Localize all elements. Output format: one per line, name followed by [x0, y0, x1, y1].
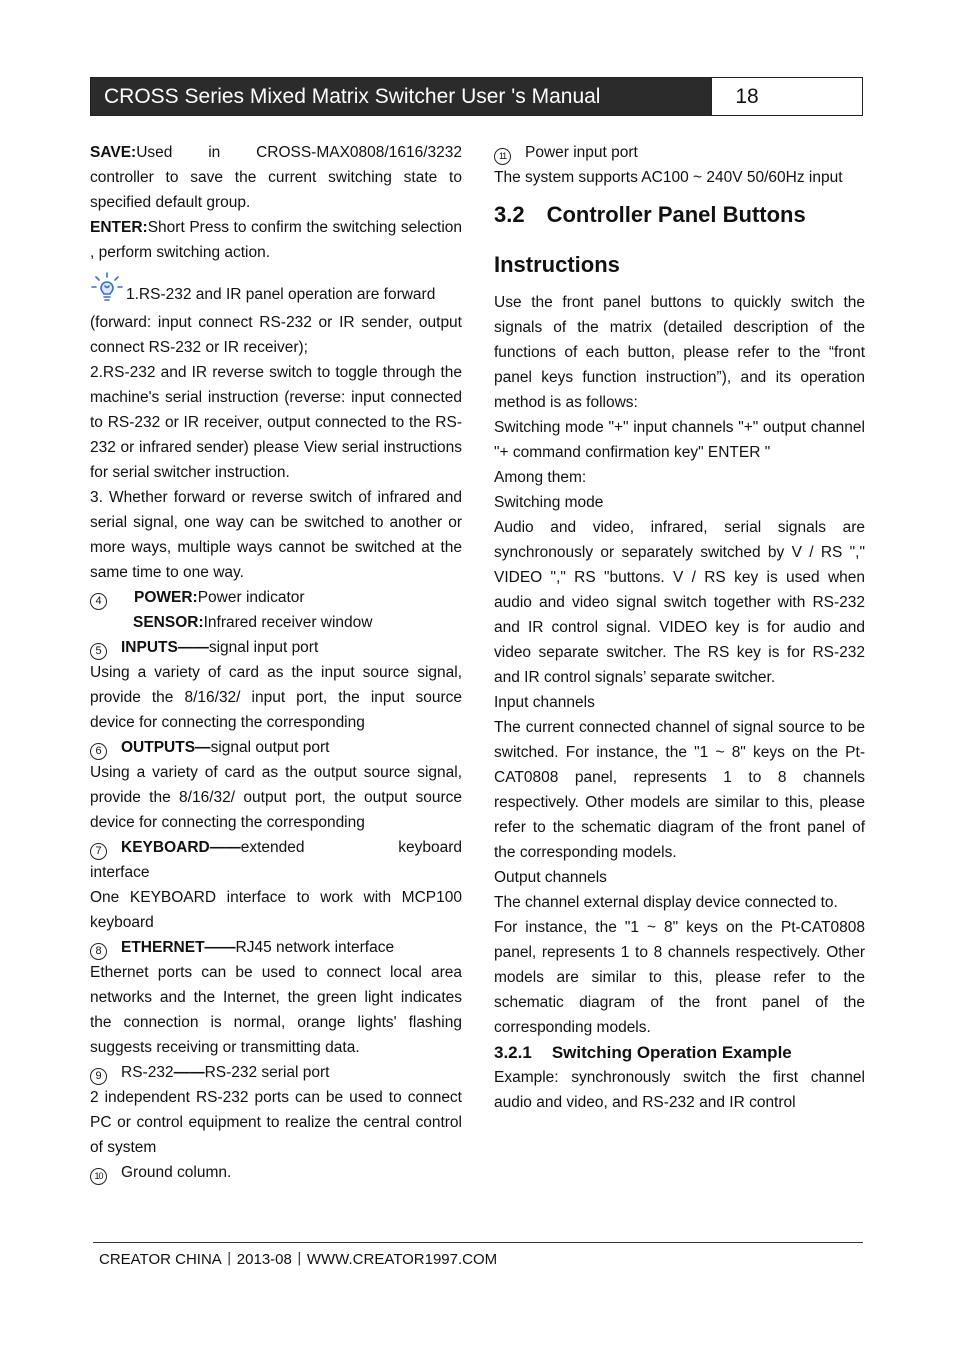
power-text: Power indicator: [197, 589, 305, 606]
circled-number-7: 7: [90, 843, 107, 860]
section-heading: [494, 190, 865, 240]
right-column: [494, 140, 865, 1115]
save-paragraph: [90, 140, 462, 215]
circled-number-6: 6: [90, 743, 107, 760]
item-ethernet: [90, 935, 462, 960]
output-text-2: For instance, the "1 ~ 8" keys on the Pt-CAT0808 panel, represents 1 to 8 channels respectively. Other models are similar to this, please refer to the schematic diagram of the front panel of the corresponding models.: [494, 919, 865, 1036]
inputs-desc: Using a variety of card as the input source signal, provide the 8/16/32/ input port, the input source device for connecting the corresponding: [90, 664, 462, 731]
circled-number-5: 5: [90, 643, 107, 660]
lightbulb-tip-icon: [90, 271, 124, 305]
item-inputs: [90, 635, 462, 660]
rs232-label-dash: ——: [173, 1064, 205, 1081]
item-outputs: [90, 735, 462, 760]
item-sensor: [90, 610, 462, 635]
ground-text: Ground column.: [121, 1164, 232, 1181]
item-rs232: [90, 1060, 462, 1085]
input-text: The current connected channel of signal source to be switched. For instance, the "1 ~ 8" keys on the Pt-CAT0808 panel, represents 1 to 8 channels respectively. Other models are similar to this, please refer to the schematic diagram of the front panel of the corresponding models.: [494, 719, 865, 861]
item-power-input: [494, 140, 865, 165]
keyboard-label: KEYBOARD——: [121, 839, 241, 856]
intro-text: Use the front panel buttons to quickly switch the signals of the matrix (detailed description of the functions of each button, please refer to the “front panel keys function instruction”), and its operation method is as follows:: [494, 294, 865, 411]
rs232-desc: 2 independent RS-232 ports can be used to connect PC or control equipment to realize the central control of system: [90, 1089, 462, 1156]
subsection-number: 3.2.1: [494, 1043, 532, 1062]
footer-divider: [93, 1242, 863, 1243]
ethernet-desc: Ethernet ports can be used to connect local area networks and the Internet, the green light indicates the connection is normal, orange lights' flashing suggests receiving or transmitting data.: [90, 964, 462, 1056]
inputs-text: signal input port: [208, 639, 319, 656]
power-label: POWER:: [134, 589, 198, 606]
circled-number-8: 8: [90, 943, 107, 960]
item-keyboard: [90, 835, 462, 885]
left-column: [90, 140, 462, 1185]
circled-number-9: 9: [90, 1068, 107, 1085]
outputs-desc: Using a variety of card as the output source signal, provide the 8/16/32/ output port, the output source device for connecting the corresponding: [90, 764, 462, 831]
page-number: 18: [711, 78, 862, 115]
manual-title: CROSS Series Mixed Matrix Switcher User 's Manual: [91, 78, 711, 115]
outputs-text: signal output port: [210, 739, 330, 756]
inputs-label: INPUTS——: [121, 639, 209, 656]
example-text: Example: synchronously switch the first channel audio and video, and RS-232 and IR control: [494, 1069, 865, 1111]
mode-title: Switching mode: [494, 494, 604, 511]
input-title: Input channels: [494, 694, 595, 711]
section-title-line2: Instructions: [494, 252, 620, 277]
item-ground: [90, 1160, 462, 1185]
outputs-label: OUTPUTS—: [121, 739, 211, 756]
mode-text: Audio and video, infrared, serial signals are synchronously or separately switched by V / RS "," VIDEO "," RS "buttons. V / RS key is used when audio and video signal switch together with RS-232 and IR control signal. VIDEO key is for audio and video separate switcher. The RS key is for RS-232 and IR control signals’ separate switcher.: [494, 519, 865, 686]
sensor-text: Infrared receiver window: [203, 614, 373, 631]
power-input-desc: The system supports AC100 ~ 240V 50/60Hz input: [494, 169, 843, 186]
enter-label: ENTER:: [90, 219, 148, 236]
rs232-label-plain: RS-232: [121, 1064, 174, 1081]
page-header: [90, 77, 863, 116]
section-title-line1: Controller Panel Buttons: [546, 202, 806, 227]
tip-note-1: [90, 271, 462, 310]
item-power: [90, 585, 462, 610]
ethernet-label: ETHERNET——: [121, 939, 236, 956]
save-text: Used in CROSS-MAX0808/1616/3232 controller to save the current switching state to specified default group.: [90, 144, 462, 211]
note2: 2.RS-232 and IR reverse switch to toggle through the machine's serial instruction (reverse: input connected to RS-232 or IR receiver, output connected to the RS-232 or infrared sender) please View serial instructions for serial switcher instruction.: [90, 364, 462, 481]
formula-text: Switching mode "+" input channels "+" output channel "+ command confirmation key" ENTER ": [494, 419, 865, 461]
note1-rest: (forward: input connect RS-232 or IR sender, output connect RS-232 or IR receiver);: [90, 314, 462, 356]
power-input-text: Power input port: [525, 144, 638, 161]
sensor-label: SENSOR:: [133, 614, 204, 631]
page-footer: CREATOR CHINA丨2013-08丨WWW.CREATOR1997.COM: [99, 1251, 498, 1268]
subsection-heading: [494, 1040, 865, 1065]
among-text: Among them:: [494, 469, 587, 486]
enter-text: Short Press to confirm the switching selection , perform switching action.: [90, 219, 462, 261]
keyboard-text: extended keyboard interface: [90, 839, 462, 881]
ethernet-text: RJ45 network interface: [235, 939, 395, 956]
note3: 3. Whether forward or reverse switch of infrared and serial signal, one way can be switched to another or more ways, multiple ways cannot be switched at the same time to one way.: [90, 489, 462, 581]
subsection-title: Switching Operation Example: [551, 1043, 792, 1062]
output-text-1: The channel external display device connected to.: [494, 894, 838, 911]
section-number: 3.2: [494, 202, 525, 227]
note1-first-line: 1.RS-232 and IR panel operation are forward: [126, 286, 436, 303]
output-title: Output channels: [494, 869, 607, 886]
rs232-text: RS-232 serial port: [204, 1064, 330, 1081]
save-label: SAVE:: [90, 144, 137, 161]
circled-number-11: 11: [494, 148, 511, 165]
circled-number-4: 4: [90, 593, 107, 610]
keyboard-desc: One KEYBOARD interface to work with MCP100 keyboard: [90, 889, 462, 931]
circled-number-10: 10: [90, 1168, 107, 1185]
enter-paragraph: [90, 215, 462, 265]
